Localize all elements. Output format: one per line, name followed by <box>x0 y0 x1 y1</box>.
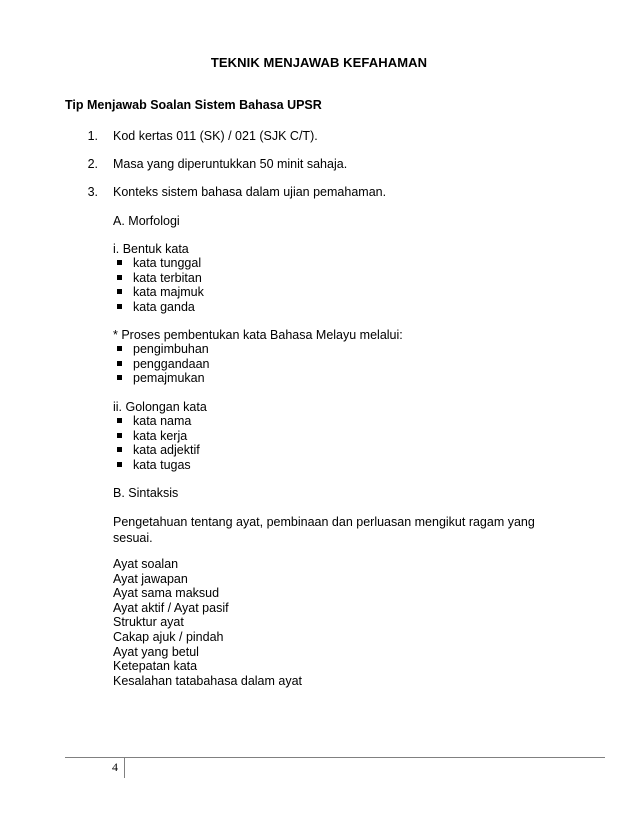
list-number: 1. <box>87 129 98 143</box>
list-item: Ayat soalan <box>113 557 179 571</box>
proses-heading: * Proses pembentukan kata Bahasa Melayu melalui: <box>113 328 403 342</box>
square-bullet-icon <box>117 304 122 309</box>
page-number: 4 <box>112 760 118 774</box>
square-bullet-icon <box>117 447 122 452</box>
list-item: Struktur ayat <box>113 615 184 630</box>
list-item: Masa yang diperuntukkan 50 minit sahaja. <box>113 157 348 171</box>
list-item: kata majmuk <box>113 285 204 300</box>
list-item: Ayat jawapan <box>113 571 188 586</box>
paragraph-line: sesuai. <box>113 531 153 545</box>
square-bullet-icon <box>117 375 122 380</box>
morfologi-heading: A. Morfologi <box>113 214 180 228</box>
list-number: 3. <box>87 185 98 199</box>
list-item: kata tunggal <box>113 256 204 271</box>
square-bullet-icon <box>117 433 122 438</box>
footer-divider <box>65 757 605 758</box>
sintaksis-paragraph <box>113 514 535 546</box>
list-item: Cakap ajuk / pindah <box>113 629 224 644</box>
square-bullet-icon <box>117 418 122 423</box>
list-number: 2. <box>87 157 98 171</box>
bentuk-kata-list <box>113 256 204 314</box>
list-item: pengimbuhan <box>113 342 209 357</box>
square-bullet-icon <box>117 260 122 265</box>
list-item: kata kerja <box>113 429 200 444</box>
proses-list <box>113 342 209 386</box>
list-item: Konteks sistem bahasa dalam ujian pemahaman. <box>113 185 387 199</box>
list-item: kata ganda <box>113 300 204 315</box>
bentuk-kata-heading: i. Bentuk kata <box>113 242 189 256</box>
list-item: kata adjektif <box>113 443 200 458</box>
page-title: TEKNIK MENJAWAB KEFAHAMAN <box>210 55 428 70</box>
list-item: penggandaan <box>113 357 209 372</box>
golongan-kata-heading: ii. Golongan kata <box>113 400 207 414</box>
list-item: Kesalahan tatabahasa dalam ayat <box>113 673 303 688</box>
section-subtitle: Tip Menjawab Soalan Sistem Bahasa UPSR <box>65 98 322 112</box>
square-bullet-icon <box>117 361 122 366</box>
list-item: Ayat sama maksud <box>113 586 220 601</box>
square-bullet-icon <box>117 289 122 294</box>
list-item: pemajmukan <box>113 371 209 386</box>
list-item: kata tugas <box>113 458 200 473</box>
square-bullet-icon <box>117 275 122 280</box>
list-item: kata terbitan <box>113 271 204 286</box>
list-item: Kod kertas 011 (SK) / 021 (SJK C/T). <box>113 129 318 143</box>
list-item: Ayat aktif / Ayat pasif <box>113 600 229 615</box>
sintaksis-heading: B. Sintaksis <box>113 486 179 500</box>
list-item: Ketepatan kata <box>113 659 198 674</box>
list-item: kata nama <box>113 414 200 429</box>
paragraph-line: Pengetahuan tentang ayat, pembinaan dan perluasan mengikut ragam yang <box>113 515 535 529</box>
golongan-kata-list <box>113 414 200 472</box>
square-bullet-icon <box>117 346 122 351</box>
sintaksis-list <box>113 557 302 688</box>
footer-vertical-divider <box>124 757 125 778</box>
square-bullet-icon <box>117 462 122 467</box>
list-item: Ayat yang betul <box>113 644 199 659</box>
